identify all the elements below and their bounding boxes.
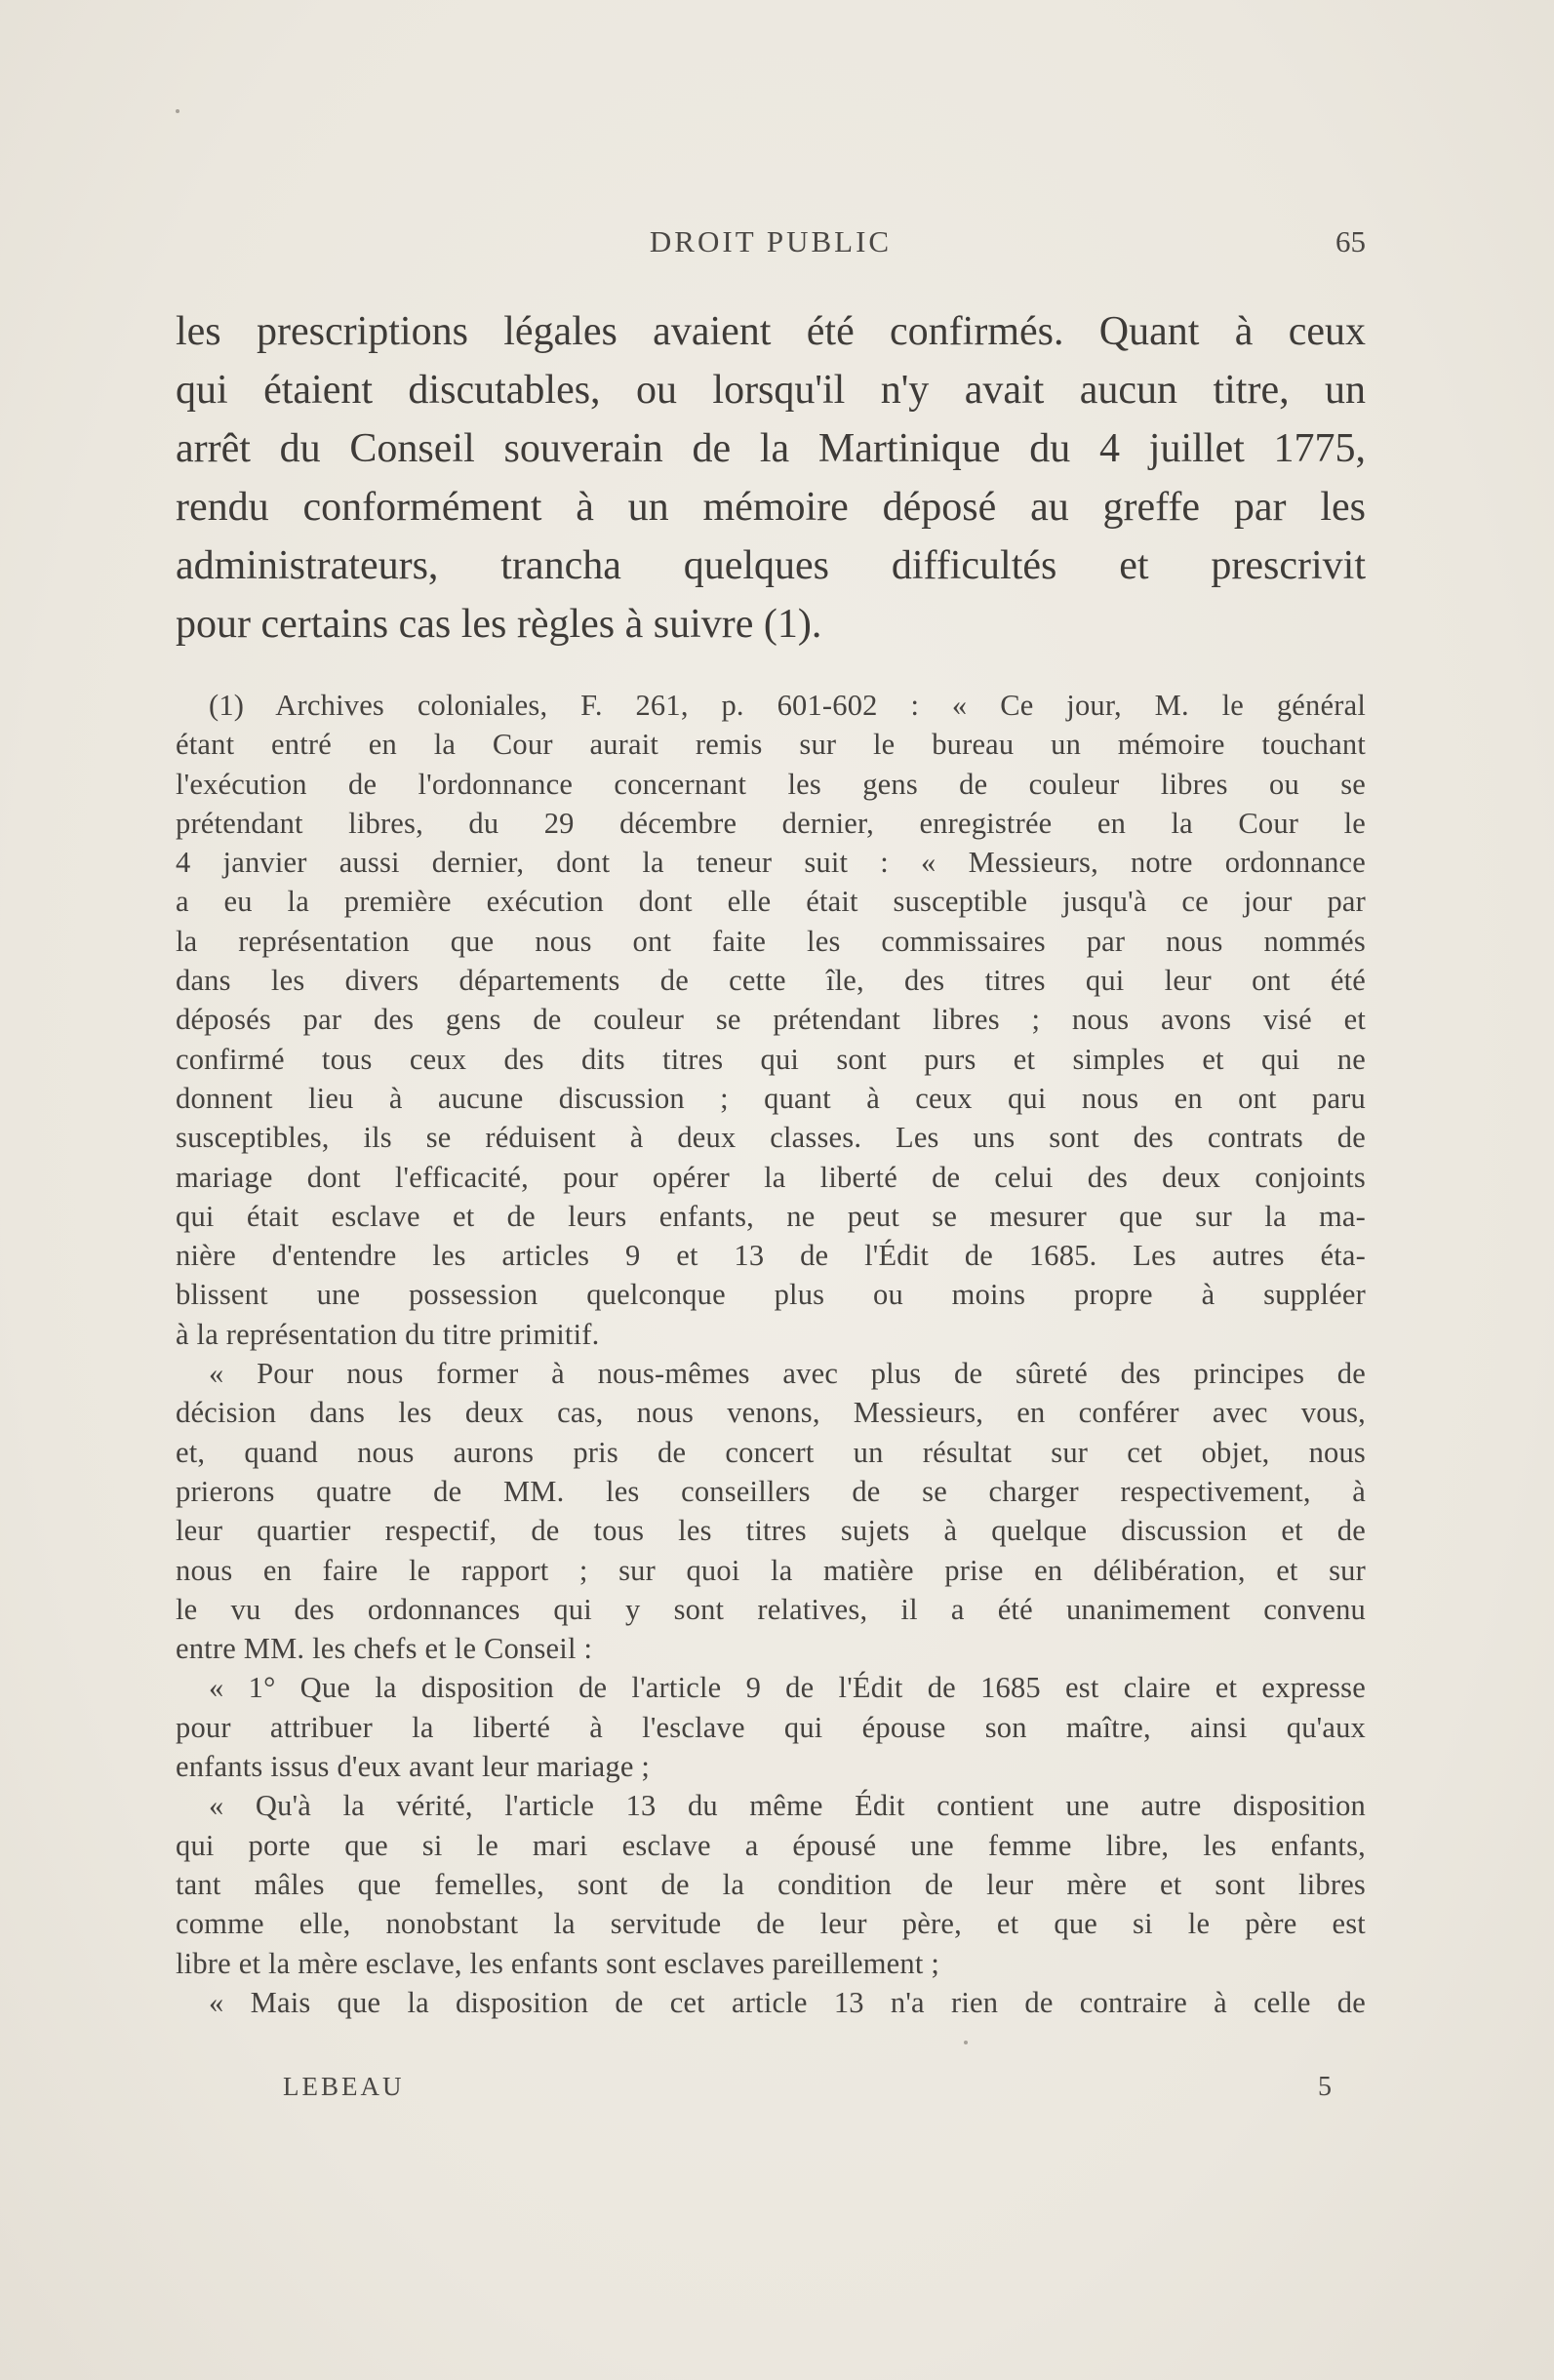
page-speck — [964, 2041, 968, 2044]
main-paragraph — [176, 302, 1366, 654]
footnote-line: qui était esclave et de leurs enfants, ne peut se mesurer que sur la ma- — [176, 1199, 1366, 1233]
footnote-line: à la représentation du titre primitif. — [176, 1317, 600, 1351]
running-title: DROIT PUBLIC — [649, 224, 893, 258]
footnote-line: (1) Archives coloniales, F. 261, p. 601-602 : « Ce jour, M. le général — [209, 689, 1366, 722]
footnote-line: l'exécution de l'ordonnance concernant les gens de couleur libres ou se — [176, 767, 1366, 801]
signature-mark-author: LEBEAU — [283, 2072, 405, 2101]
footnote-line: déposés par des gens de couleur se prétendant libres ; nous avons visé et — [176, 1003, 1366, 1037]
footnote-line: nière d'entendre les articles 9 et 13 de l'Édit de 1685. Les autres éta- — [176, 1239, 1366, 1273]
footnote-line: « Qu'à la vérité, l'article 13 du même Édit contient une autre disposition — [209, 1789, 1366, 1823]
footnote-line: le vu des ordonnances qui y sont relatives, il a été unanimement convenu — [176, 1592, 1366, 1626]
footnote-line: mariage dont l'efficacité, pour opérer la liberté de celui des deux conjoints — [176, 1160, 1366, 1194]
footnote-line: comme elle, nonobstant la servitude de leur père, et que si le père est — [176, 1907, 1366, 1941]
text-line: rendu conformément à un mémoire déposé au greffe par les — [176, 485, 1366, 530]
footnote-line: « Mais que la disposition de cet article 13 n'a rien de contraire à celle de — [209, 1985, 1366, 2019]
footnote-line: tant mâles que femelles, sont de la condition de leur mère et sont libres — [176, 1867, 1366, 1901]
text-line: administrateurs, trancha quelques difficultés et prescrivit — [176, 543, 1366, 588]
footnote-line: qui porte que si le mari esclave a épousé une femme libre, les enfants, — [176, 1828, 1366, 1862]
footnote-line: donnent lieu à aucune discussion ; quant à ceux qui nous en ont paru — [176, 1081, 1366, 1115]
footnote-line: et, quand nous aurons pris de concert un résultat sur cet objet, nous — [176, 1435, 1366, 1469]
text-line: les prescriptions légales avaient été confirmés. Quant à ceux — [176, 309, 1366, 354]
footnote-line: « 1° Que la disposition de l'article 9 de l'Édit de 1685 est claire et expresse — [209, 1671, 1366, 1705]
footnote-line: la représentation que nous ont faite les commissaires par nous nommés — [176, 924, 1366, 958]
text-line: pour certains cas les règles à suivre (1). — [176, 602, 822, 647]
footnote-line: confirmé tous ceux des dits titres qui sont purs et simples et qui ne — [176, 1042, 1366, 1076]
footnote-line: étant entré en la Cour aurait remis sur le bureau un mémoire touchant — [176, 728, 1366, 762]
footnote-line: leur quartier respectif, de tous les titres sujets à quelque discussion et de — [176, 1514, 1366, 1548]
footnote-line: prierons quatre de MM. les conseillers de se charger respectivement, à — [176, 1474, 1366, 1508]
footnote-line: libre et la mère esclave, les enfants sont esclaves pareillement ; — [176, 1946, 939, 1980]
text-line: qui étaient discutables, ou lorsqu'il n'y avait aucun titre, un — [176, 368, 1366, 413]
text-line: arrêt du Conseil souverain de la Martinique du 4 juillet 1775, — [176, 426, 1366, 471]
footnote-line: dans les divers départements de cette île, des titres qui leur ont été — [176, 964, 1366, 998]
page-speck — [176, 109, 179, 113]
footnote-line: enfants issus d'eux avant leur mariage ; — [176, 1750, 651, 1784]
footnote-line: a eu la première exécution dont elle était susceptible jusqu'à ce jour par — [176, 885, 1366, 919]
footnote-line: « Pour nous former à nous-mêmes avec plus de sûreté des principes de — [209, 1357, 1366, 1391]
footnote-line: prétendant libres, du 29 décembre dernier, enregistrée en la Cour le — [176, 806, 1366, 840]
footnote-line: entre MM. les chefs et le Conseil : — [176, 1632, 593, 1666]
footnote-line: susceptibles, ils se réduisent à deux classes. Les uns sont des contrats de — [176, 1121, 1366, 1155]
footnote — [176, 686, 1366, 2022]
footnote-line: 4 janvier aussi dernier, dont la teneur suit : « Messieurs, notre ordonnance — [176, 846, 1366, 880]
footnote-line: nous en faire le rapport ; sur quoi la matière prise en délibération, et sur — [176, 1553, 1366, 1587]
running-head — [176, 224, 1366, 263]
footnote-line: décision dans les deux cas, nous venons, Messieurs, en conférer avec vous, — [176, 1396, 1366, 1430]
signature-number: 5 — [1318, 2072, 1332, 2102]
footnote-line: pour attribuer la liberté à l'esclave qui épouse son maître, ainsi qu'aux — [176, 1710, 1366, 1744]
footnote-line: blissent une possession quelconque plus ou moins propre à suppléer — [176, 1278, 1366, 1312]
page-footer — [283, 2072, 1332, 2111]
page-number: 65 — [1335, 224, 1366, 258]
